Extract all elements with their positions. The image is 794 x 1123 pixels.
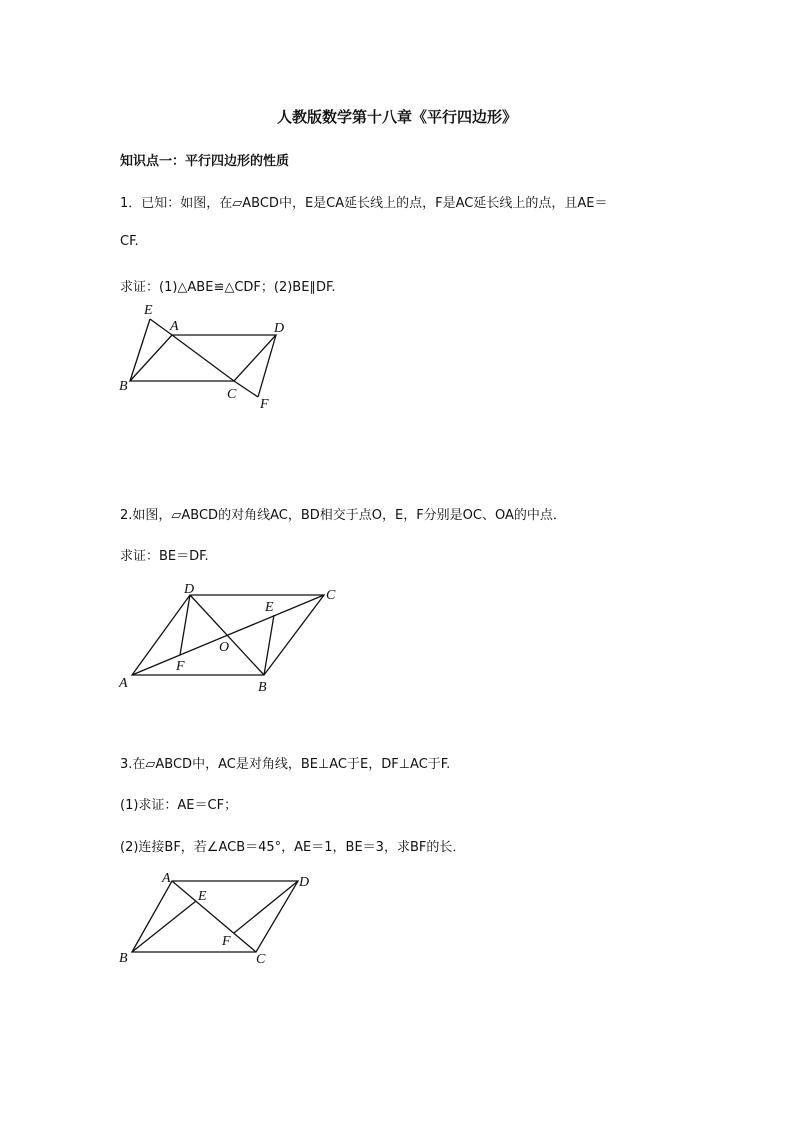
label-b: B — [258, 680, 267, 695]
label-c: C — [326, 588, 336, 603]
diagonal-ac — [172, 881, 256, 952]
section-heading: 知识点一：平行四边形的性质 — [120, 154, 290, 169]
segment-be — [264, 615, 274, 675]
label-a: A — [170, 319, 179, 334]
diagonal-bd — [190, 595, 264, 675]
label-f: F — [176, 659, 185, 674]
figure-2-parallelogram — [110, 575, 350, 700]
label-d: D — [299, 875, 310, 890]
label-e: E — [198, 889, 207, 904]
label-f: F — [260, 397, 269, 412]
label-e: E — [144, 303, 153, 318]
problem-3-line-2: (1)求证：AE＝CF； — [120, 798, 238, 813]
segment-df — [180, 595, 190, 655]
label-c: C — [227, 387, 237, 402]
problem-1-line-2: CF. — [120, 234, 139, 249]
segment-df — [234, 881, 298, 933]
problem-1-line-1: 1．已知：如图，在▱ABCD中，E是CA延长线上的点，F是AC延长线上的点，且AE＝ — [120, 196, 608, 211]
label-c: C — [256, 952, 266, 967]
figure-3-parallelogram — [110, 865, 330, 975]
segment-cf — [234, 381, 258, 397]
label-a: A — [119, 676, 128, 691]
segment-be — [132, 901, 196, 952]
figure-1-parallelogram — [110, 295, 310, 415]
label-d: D — [184, 582, 195, 597]
label-e: E — [265, 600, 274, 615]
problem-2-line-2: 求证：BE＝DF. — [120, 549, 209, 564]
label-f: F — [222, 934, 231, 949]
label-o: O — [219, 640, 230, 655]
problem-3-line-3: (2)连接BF，若∠ACB＝45°，AE＝1，BE＝3，求BF的长． — [120, 840, 466, 855]
problem-1-line-3: 求证：(1)△ABE≌△CDF；(2)BE∥DF. — [120, 280, 336, 295]
segment-ea — [150, 319, 172, 335]
problem-3-line-1: 3.在▱ABCD中，AC是对角线，BE⊥AC于E，DF⊥AC于F. — [120, 757, 451, 772]
label-a: A — [162, 871, 171, 886]
problem-2-line-1: 2.如图，▱ABCD的对角线AC，BD相交于点O，E，F分别是OC、OA的中点． — [120, 508, 566, 523]
page-title: 人教版数学第十八章《平行四边形》 — [276, 108, 517, 126]
diagonal-ac — [172, 335, 234, 381]
label-d: D — [274, 321, 285, 336]
label-b: B — [119, 379, 128, 394]
label-b: B — [119, 951, 128, 966]
segment-be — [130, 319, 150, 381]
